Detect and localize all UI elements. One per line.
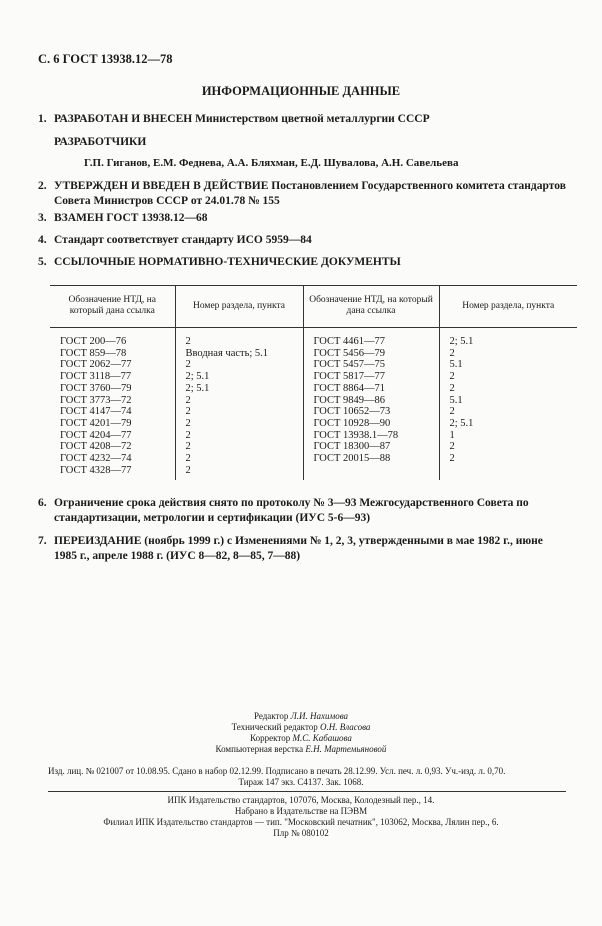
ref-section: 2; 5.1: [449, 336, 474, 347]
left-docs-column: [50, 328, 175, 481]
ref-doc: ГОСТ 859—78: [60, 347, 127, 359]
page-header: С. 6 ГОСТ 13938.12—78: [38, 52, 173, 66]
ref-doc: ГОСТ 4201—79: [60, 417, 132, 429]
ref-section: 2; 5.1: [185, 371, 210, 383]
publisher-line-2: Набрано в Издательстве на ПЭВМ: [234, 806, 368, 816]
ref-doc: ГОСТ 3760—79: [60, 382, 132, 394]
print-info-line-2: Тираж 147 экз. С4137. Зак. 1068.: [238, 777, 364, 787]
ref-doc: ГОСТ 5456—79: [313, 347, 386, 359]
ref-section: 2: [449, 441, 455, 453]
developers-heading: РАЗРАБОТЧИКИ: [54, 136, 147, 148]
print-info-line-1: Изд. лиц. № 021007 от 10.08.95. Сдано в набор 02.12.99. Подписано в печать 28.12.99. Усл. печ. л. 0,93. Уч.-изд. л. 0,70.: [48, 766, 506, 776]
ref-doc: ГОСТ 4204—77: [60, 429, 132, 441]
ref-doc: ГОСТ 4328—77: [60, 464, 132, 476]
corrector-line: Корректор М.С. Кабашова: [250, 733, 352, 743]
ref-doc: ГОСТ 5457—75: [313, 359, 386, 371]
ref-section: 2: [185, 359, 191, 371]
info-item-6: 6. Ограничение срока действия снято по протоколу № 3—93 Межгосударственного Совета по стандартизации, метрологии и сертификации (ИУС 5-6—93): [38, 497, 529, 524]
ref-section: Вводная часть; 5.1: [185, 347, 269, 359]
info-item-1: 1. РАЗРАБОТАН И ВНЕСЕН Министерством цветной металлургии СССР: [38, 113, 430, 125]
imprint-divider: [48, 791, 566, 792]
ref-section: 2; 5.1: [449, 417, 474, 429]
ref-doc: ГОСТ 8864—71: [313, 382, 386, 394]
ref-doc: ГОСТ 13938.1—78: [313, 429, 399, 441]
table-header-row: [50, 286, 577, 328]
publisher-line-1: ИПК Издательство стандартов, 107076, Москва, Колодезный пер., 14.: [167, 795, 435, 805]
right-docs-column: [303, 328, 439, 481]
column-header: Номер раздела, пункта: [439, 286, 577, 328]
ref-section: 2: [185, 336, 191, 347]
info-item-4: 4. Стандарт соответствует стандарту ИСО 5959—84: [38, 234, 312, 246]
ref-section: 2: [449, 371, 455, 383]
ref-doc: ГОСТ 10652—73: [313, 406, 391, 418]
ref-doc: ГОСТ 200—76: [60, 336, 127, 347]
ref-doc: ГОСТ 4232—74: [60, 453, 132, 465]
left-sections-column: [175, 328, 303, 481]
ref-section: 2; 5.1: [185, 382, 210, 394]
ref-doc: ГОСТ 18300—87: [313, 441, 391, 453]
right-sections-column: [439, 328, 577, 481]
developers-list: Г.П. Гиганов, Е.М. Феднева, А.А. Бляхман, Е.Д. Шувалова, А.Н. Савельева: [84, 157, 459, 169]
ref-doc: ГОСТ 10928—90: [313, 417, 391, 429]
ref-section: 2: [185, 429, 191, 441]
ref-doc: ГОСТ 4208—72: [60, 441, 132, 453]
column-header: Обозначение НТД, на который дана ссылка: [303, 286, 439, 328]
info-item-5: 5. ССЫЛОЧНЫЕ НОРМАТИВНО-ТЕХНИЧЕСКИЕ ДОКУМЕНТЫ: [38, 256, 401, 268]
ref-section: 2: [449, 382, 455, 394]
ref-section: 2: [449, 406, 455, 418]
ref-section: 2: [449, 347, 455, 359]
references-table: [50, 285, 577, 480]
ref-section: 2: [185, 406, 191, 418]
ref-section: 5.1: [449, 359, 463, 371]
ref-doc: ГОСТ 3773—72: [60, 394, 132, 406]
layout-line: Компьютерная верстка Е.Н. Мартемьяновой: [215, 744, 387, 754]
ref-doc: ГОСТ 9849—86: [313, 394, 386, 406]
ref-doc: ГОСТ 2062—77: [60, 359, 132, 371]
ref-section: 1: [449, 429, 455, 441]
tech-editor-line: Технический редактор О.Н. Власова: [231, 722, 371, 732]
info-item-2: 2. УТВЕРЖДЕН И ВВЕДЕН В ДЕЙСТВИЕ Постановлением Государственного комитета стандартов Совета Министров СССР от 24.01.78 № 155: [38, 180, 566, 207]
ref-section: 2: [185, 464, 191, 476]
info-item-7: 7. ПЕРЕИЗДАНИЕ (ноябрь 1999 г.) с Изменениями № 1, 2, 3, утвержденными в мае 1982 г., июне 1985 г., апреле 1988 г. (ИУС 8—82, 8—85, 7—88): [38, 535, 543, 562]
editor-line: Редактор Л.И. Нахимова: [253, 711, 349, 721]
ref-doc: ГОСТ 4461—77: [313, 336, 386, 347]
ref-doc: ГОСТ 5817—77: [313, 371, 386, 383]
ref-doc: ГОСТ 3118—77: [60, 371, 132, 383]
column-header: Номер раздела, пункта: [175, 286, 303, 328]
table-row: [50, 328, 577, 481]
ref-doc: ГОСТ 4147—74: [60, 406, 132, 418]
page-title: ИНФОРМАЦИОННЫЕ ДАННЫЕ: [201, 84, 401, 98]
ref-section: 2: [185, 417, 191, 429]
publisher-line-4: Плр № 080102: [273, 828, 329, 838]
publisher-line-3: Филиал ИПК Издательство стандартов — тип. "Московский печатник", 103062, Москва, Лялин пер., 6.: [103, 817, 499, 827]
ref-section: 2: [185, 394, 191, 406]
ref-section: 2: [449, 453, 455, 465]
info-item-3: 3. ВЗАМЕН ГОСТ 13938.12—68: [38, 212, 208, 224]
column-header: Обозначение НТД, на который дана ссылка: [50, 286, 175, 328]
ref-section: 2: [185, 441, 191, 453]
ref-section: 5.1: [449, 394, 463, 406]
ref-section: 2: [185, 453, 191, 465]
ref-doc: ГОСТ 20015—88: [313, 453, 391, 465]
